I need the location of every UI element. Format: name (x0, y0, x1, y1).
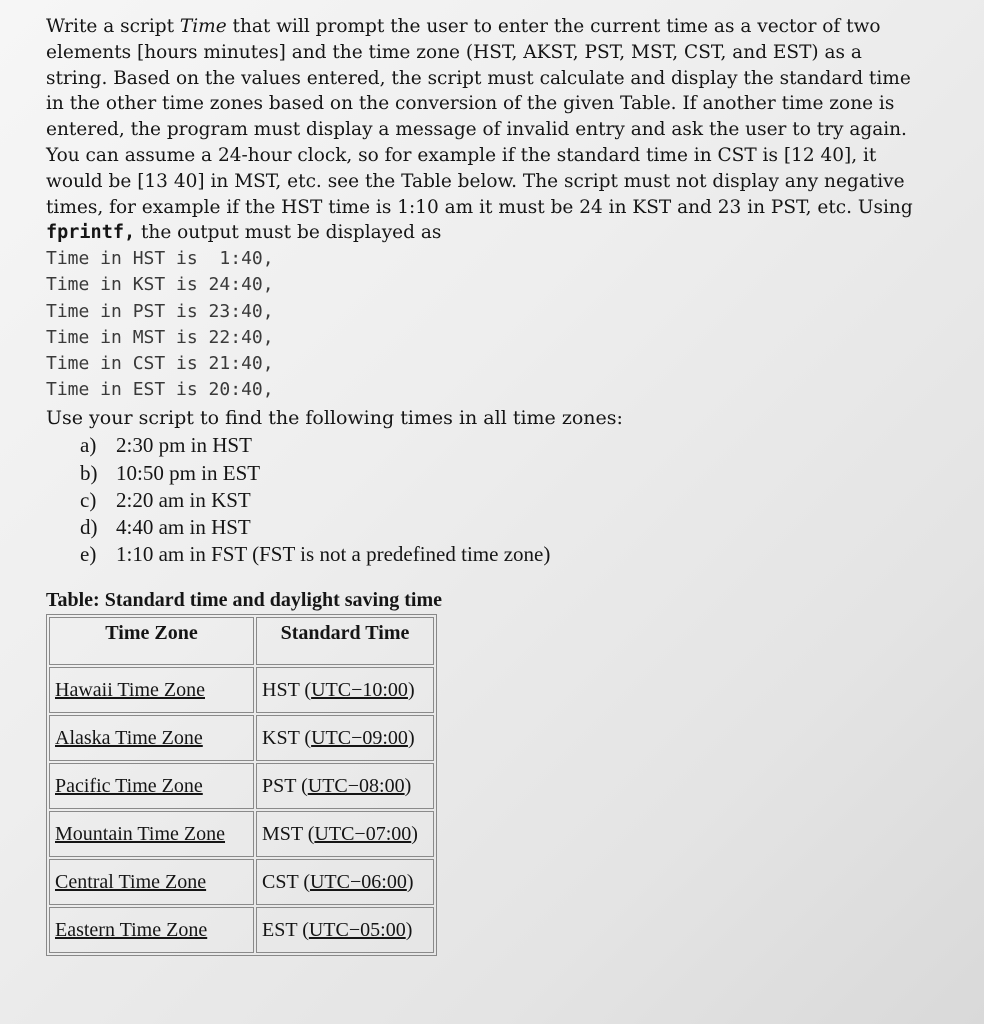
statement-line-6: You can assume a 24-hour clock, so for example if the standard time in CST is [12 40], it (46, 144, 877, 166)
table-row (49, 715, 434, 761)
paren: ) (405, 918, 413, 941)
paren: ) (406, 870, 414, 893)
task-item (80, 460, 956, 487)
tasks-heading: Use your script to find the following times in all time zones: (46, 407, 623, 430)
task-letter: a) (80, 433, 97, 458)
standard-time-cell (256, 715, 434, 761)
sample-output-line: Time in EST is 20:40, (46, 379, 274, 401)
sample-output-block (46, 246, 956, 403)
tasks-list (46, 432, 956, 568)
table-header-row (49, 617, 434, 665)
standard-time-cell (256, 859, 434, 905)
statement-line-4: in the other time zones based on the conversion of the given Table. If another time zone is (46, 93, 895, 115)
zone-name-cell: Hawaii Time Zone (49, 667, 254, 713)
zone-name-cell: Alaska Time Zone (49, 715, 254, 761)
statement-line-1 (46, 14, 956, 40)
statement-line-3: string. Based on the values entered, the script must calculate and display the standard time (46, 67, 911, 89)
script-name: Time (179, 16, 227, 37)
task-item (80, 541, 956, 568)
utc-offset: UTC−08:00 (307, 774, 405, 797)
paren: ) (407, 678, 415, 701)
task-letter: b) (80, 460, 98, 485)
zone-name-cell: Eastern Time Zone (49, 907, 254, 953)
statement-text: that will prompt the user to enter the current time as a vector of two (226, 16, 881, 37)
table-row (49, 763, 434, 809)
document-page (46, 14, 956, 956)
task-item (80, 432, 956, 459)
task-text: 2:30 pm in HST (116, 433, 252, 458)
column-header-standard-time: Standard Time (256, 617, 434, 665)
standard-time-cell (256, 763, 434, 809)
utc-offset: UTC−05:00 (308, 918, 406, 941)
zone-name-cell: Mountain Time Zone (49, 811, 254, 857)
sample-output-line: Time in MST is 22:40, (46, 326, 274, 348)
statement-line-7: would be [13 40] in MST, etc. see the Table below. The script must not display any negative (46, 170, 905, 192)
paren: ) (411, 822, 418, 845)
statement-text: Write a script (46, 16, 180, 37)
task-text: 4:40 am in HST (116, 515, 251, 539)
zone-abbr: EST ( (262, 918, 309, 941)
zone-abbr: KST ( (262, 726, 312, 749)
task-letter: c) (80, 487, 97, 512)
zone-name-cell: Pacific Time Zone (49, 763, 254, 809)
table-row (49, 859, 434, 905)
task-item (80, 514, 956, 541)
column-header-time-zone: Time Zone (49, 617, 254, 665)
sample-output-line: Time in HST is 1:40, (46, 248, 274, 270)
task-text: 2:20 am in KST (116, 487, 251, 512)
utc-offset: UTC−06:00 (309, 870, 407, 893)
table-row (49, 811, 434, 857)
statement-line-2: elements [hours minutes] and the time zone (HST, AKST, PST, MST, CST, and EST) as a (46, 41, 862, 63)
statement-text: the output must be displayed as (135, 222, 442, 244)
task-item (80, 487, 956, 514)
zone-abbr: PST ( (262, 774, 308, 797)
paren: ) (404, 774, 412, 797)
zone-name-cell: Central Time Zone (49, 859, 254, 905)
problem-statement (46, 14, 956, 246)
table-row (49, 667, 434, 713)
table-title: Table: Standard time and daylight saving time (46, 589, 442, 612)
utc-offset: UTC−10:00 (311, 678, 408, 701)
sample-output-line: Time in CST is 21:40, (46, 352, 274, 374)
task-letter: d) (80, 515, 98, 539)
task-text: 10:50 pm in EST (116, 460, 261, 485)
statement-line-5: entered, the program must display a message of invalid entry and ask the user to try again. (46, 119, 907, 141)
sample-output-line: Time in PST is 23:40, (46, 300, 274, 322)
fprintf-keyword: fprintf, (46, 222, 136, 244)
task-letter: e) (80, 542, 97, 567)
sample-output-line: Time in KST is 24:40, (46, 274, 274, 296)
standard-time-cell (256, 667, 434, 713)
zone-abbr: CST ( (262, 870, 310, 893)
paren: ) (407, 726, 415, 749)
task-text: 1:10 am in FST (FST is not a predefined time zone) (116, 542, 551, 567)
statement-line-8: times, for example if the HST time is 1:10 am it must be 24 in KST and 23 in PST, etc. Using (46, 196, 913, 218)
zone-abbr: MST ( (262, 822, 315, 845)
utc-offset: UTC−07:00 (314, 822, 412, 845)
zone-abbr: HST ( (262, 678, 312, 701)
standard-time-cell (256, 907, 434, 953)
utc-offset: UTC−09:00 (311, 726, 408, 749)
statement-line-9 (46, 220, 956, 246)
table-row (49, 907, 434, 953)
standard-time-cell (256, 811, 434, 857)
time-zone-table (46, 614, 437, 956)
